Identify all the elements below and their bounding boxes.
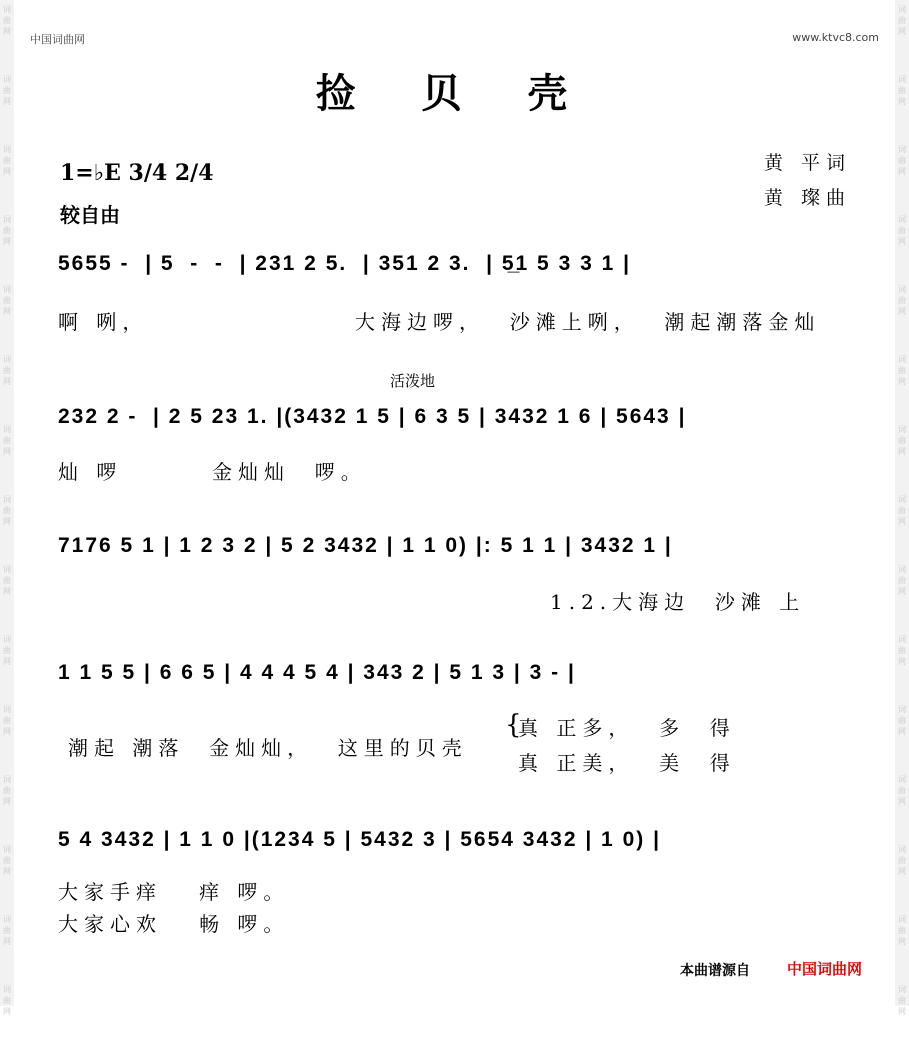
- lyric-line: 潮起 潮落 金灿灿， 这里的贝壳: [68, 736, 468, 760]
- notation-line: 232 2 - | 2 5 23 1. |(3432 1 5 | 6 3 5 | 3432 1 6 | 5643 |: [58, 405, 687, 428]
- lyric-line: 1.2.大海边 沙滩 上: [550, 590, 806, 614]
- score-row-5: [58, 822, 858, 866]
- score-row-3: [58, 528, 858, 572]
- key-signature: 1=♭E 3/4 2/4: [60, 160, 214, 186]
- source-site-link[interactable]: 中国词曲网: [787, 960, 863, 978]
- song-title: 捡 贝 壳: [315, 70, 594, 117]
- lyric-line: 金灿灿 啰。: [212, 460, 367, 484]
- notation-line: 5 4 3432 | 1 1 0 |(1234 5 | 5432 3 | 5654 3432 | 1 0) |: [58, 828, 661, 851]
- composer: 黄 璨曲: [763, 187, 851, 209]
- lyric-line: 真 正多， 多 得: [518, 716, 736, 740]
- notation-line: 7176 5 1 | 1 2 3 2 | 5 2 3432 | 1 1 0) |: 5 1 1 | 3432 1 |: [58, 534, 673, 557]
- score-row-1: [58, 246, 858, 290]
- brace-icon: {: [505, 710, 522, 740]
- score-row-4: [58, 655, 858, 699]
- notation-line: 1 1 5 5 | 6 6 5 | 4 4 4 5 4 | 343 2 | 5 1 3 | 3 - |: [58, 661, 576, 684]
- notation-line: 5655 - | 5 - - | 231 2 5. | 351 2 3. | 5̲1 5 3 3 1 |: [58, 252, 631, 275]
- lyric-line: 啊 咧，: [58, 310, 149, 334]
- tempo-marking: 较自由: [60, 203, 120, 227]
- lyricist: 黄 平词: [763, 152, 851, 174]
- tempo-marking-lively: 活泼地: [390, 372, 436, 390]
- lyric-line: 真 正美， 美 得: [518, 751, 736, 775]
- site-url-header[interactable]: www.ktvc8.com: [792, 31, 879, 44]
- lyric-line: 大家手痒 痒 啰。: [58, 880, 290, 904]
- lyric-line: 灿 啰: [58, 460, 123, 484]
- source-label: 本曲谱源自: [680, 963, 750, 979]
- lyric-line: 大家心欢 畅 啰。: [58, 912, 290, 936]
- site-name-header: 中国词曲网: [30, 33, 85, 46]
- lyric-line: 大海边啰， 沙滩上咧， 潮起潮落金灿: [355, 310, 821, 334]
- left-watermark-strip: 词曲网 词曲网 词曲网 词曲网 词曲网 词曲网 词曲网 词曲网 词曲网 词曲网 词曲网 词曲网 词曲网 词曲网 词曲网: [0, 0, 14, 1006]
- right-watermark-strip: 词曲网 词曲网 词曲网 词曲网 词曲网 词曲网 词曲网 词曲网 词曲网 词曲网 词曲网 词曲网 词曲网 词曲网 词曲网: [895, 0, 909, 1006]
- score-row-2: [58, 399, 858, 443]
